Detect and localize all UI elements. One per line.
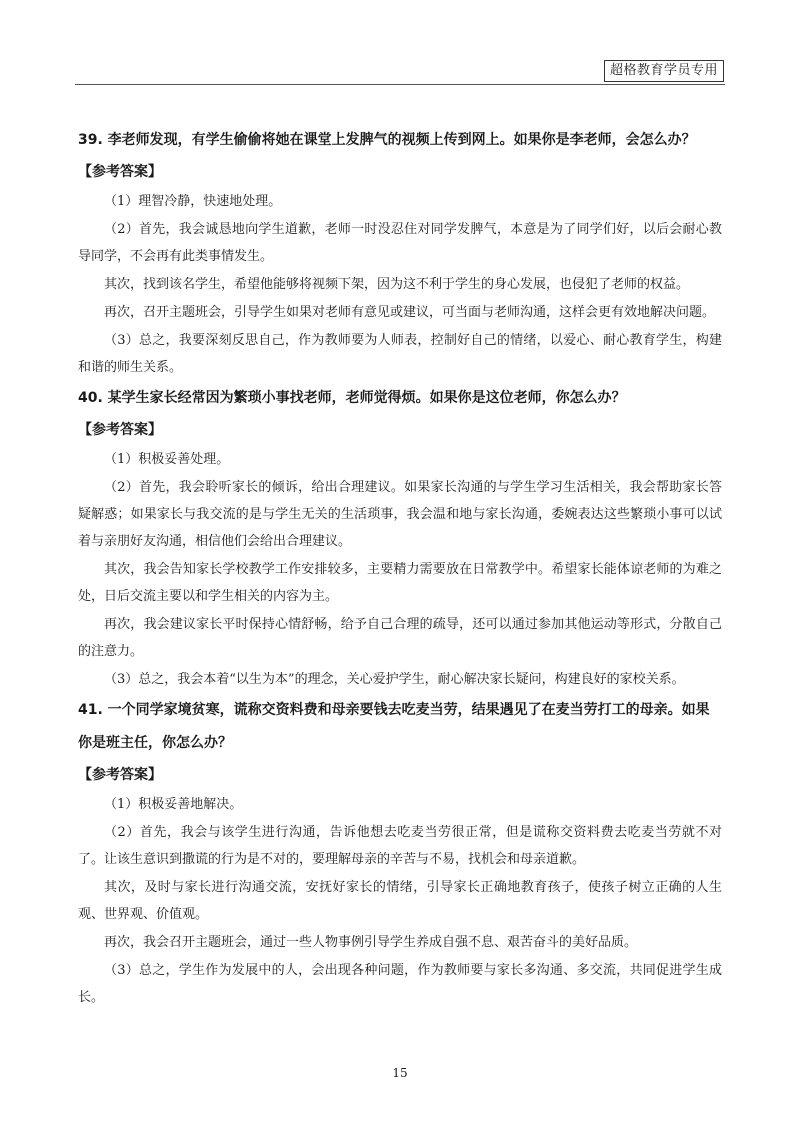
answer-paragraph: 再次，我会建议家长平时保持心情舒畅，给予自己合理的疏导，还可以通过参加其他运动等形式，分散自己的注意力。 bbox=[78, 617, 722, 659]
answer-label: 【参考答案】 bbox=[78, 767, 162, 783]
question-block-39 bbox=[78, 124, 722, 381]
answer-paragraph: 再次，我会召开主题班会，通过一些人物事例引导学生养成自强不息、艰苦奋斗的美好品质。 bbox=[104, 935, 638, 950]
document-body bbox=[78, 124, 722, 1012]
answer-paragraph: （3）总之，我会本着“以生为本”的理念，关心爱护学生，耐心解决家长疑问，构建良好的家校关系。 bbox=[104, 672, 685, 687]
answer-paragraph: （2）首先，我会聆听家长的倾诉，给出合理建议。如果家长沟通的与学生学习生活相关，我会帮助家长答疑解惑；如果家长与我交流的是与学生无关的生活琐事，我会温和地与家长沟通，委婉表达这些繁琐小事可以试着与亲朋好友沟通，相信他们会给出合理建议。 bbox=[78, 480, 722, 549]
question-block-41 bbox=[78, 694, 722, 1011]
page-number: 15 bbox=[392, 1066, 408, 1080]
answer-paragraph: （2）首先，我会诚恳地向学生道歉，老师一时没忍住对同学发脾气，本意是为了同学们好，以后会耐心教导同学，不会再有此类事情发生。 bbox=[78, 222, 722, 264]
header-divider bbox=[75, 84, 725, 85]
question-block-40 bbox=[78, 382, 722, 693]
answer-label: 【参考答案】 bbox=[78, 164, 162, 180]
answer-paragraph: 其次，我会告知家长学校教学工作安排较多，主要精力需要放在日常教学中。希望家长能体谅老师的为难之处，日后交流主要以和学生相关的内容为主。 bbox=[78, 562, 722, 604]
answer-paragraph: （1）积极妥善处理。 bbox=[104, 452, 230, 467]
answer-paragraph: （1）理智冷静，快速地处理。 bbox=[104, 194, 282, 209]
question-title: 40. 某学生家长经常因为繁琐小事找老师，老师觉得烦。如果你是这位老师，你怎么办？ bbox=[78, 390, 626, 406]
answer-label: 【参考答案】 bbox=[78, 422, 162, 438]
question-title: 39. 李老师发现，有学生偷偷将她在课堂上发脾气的视频上传到网上。如果你是李老师，会怎么办？ bbox=[78, 132, 696, 148]
answer-paragraph: 其次，及时与家长进行沟通交流，安抚好家长的情绪，引导家长正确地教育孩子，使孩子树立正确的人生观、世界观、价值观。 bbox=[78, 880, 722, 922]
answer-paragraph: （3）总之，学生作为发展中的人，会出现各种问题，作为教师要与家长多沟通、多交流，共同促进学生成长。 bbox=[78, 963, 722, 1005]
header-label: 超格教育学员专用 bbox=[604, 60, 724, 82]
answer-paragraph: （1）积极妥善地解决。 bbox=[104, 797, 243, 812]
answer-paragraph: （3）总之，我要深刻反思自己，作为教师要为人师表，控制好自己的情绪，以爱心、耐心教育学生，构建和谐的师生关系。 bbox=[78, 333, 722, 375]
answer-paragraph: 再次，召开主题班会，引导学生如果对老师有意见或建议，可当面与老师沟通，这样会更有效地解决问题。 bbox=[104, 305, 716, 320]
question-title: 41. 一个同学家境贫寒，谎称交资料费和母亲要钱去吃麦当劳，结果遇见了在麦当劳打工的母亲。如果你是班主任，你怎么办？ bbox=[78, 702, 710, 751]
answer-paragraph: （2）首先，我会与该学生进行沟通，告诉他想去吃麦当劳很正常，但是谎称交资料费去吃麦当劳就不对了。让该生意识到撒谎的行为是不对的，要理解母亲的辛苦与不易，找机会和母亲道歉。 bbox=[78, 825, 722, 867]
answer-paragraph: 其次，找到该名学生，希望他能够将视频下架，因为这不利于学生的身心发展，也侵犯了老师的权益。 bbox=[104, 277, 690, 292]
